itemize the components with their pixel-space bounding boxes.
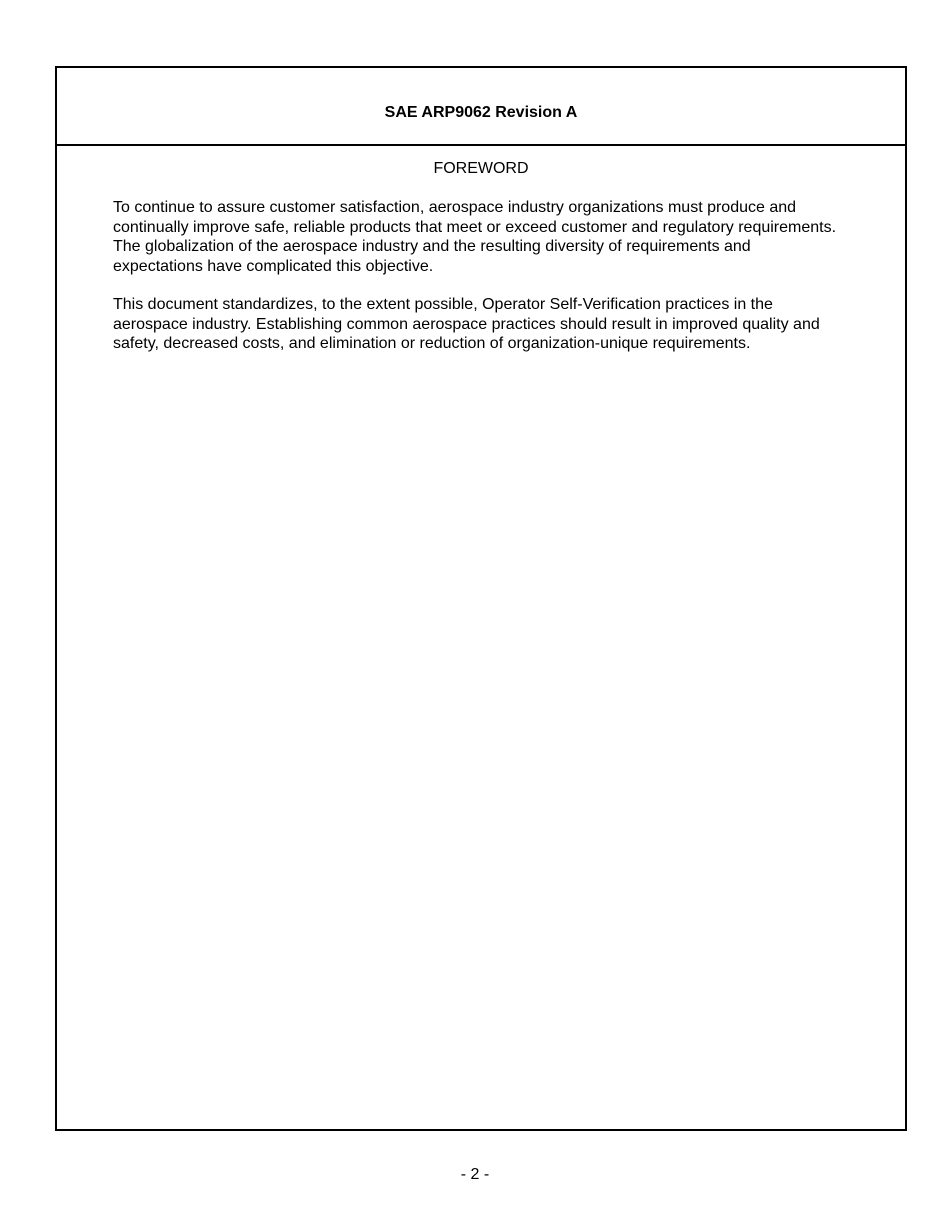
page-frame xyxy=(55,66,907,1131)
page-number: - 2 - xyxy=(460,1166,490,1183)
document-header xyxy=(57,68,905,146)
section-title: FOREWORD xyxy=(433,160,529,177)
document-title: SAE ARP9062 Revision A xyxy=(384,104,578,121)
foreword-paragraph-2: This document standardizes, to the extent possible, Operator Self-Verification practices in the aerospace industry. Establishing common aerospace practices should result in improved quality and safety, decreased costs, and elimination or reduction of organization-unique requirements. xyxy=(113,296,820,352)
foreword-paragraph-1: To continue to assure customer satisfaction, aerospace industry organizations must produce and continually improve safe, reliable products that meet or exceed customer and regulatory requirements. The globalization of the aerospace industry and the resulting diversity of requirements and expectations have complicated this objective. xyxy=(113,199,837,275)
foreword-content xyxy=(113,198,843,373)
